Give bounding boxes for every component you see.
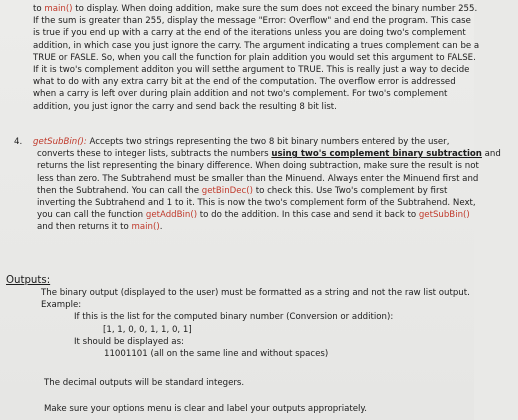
text-line: Example: (41, 300, 82, 311)
function-name-main-2: main() (131, 222, 160, 233)
text-line: If this is the list for the computed binary number (Conversion or addition): (74, 312, 394, 323)
text-line: TRUE or FASLE. So, when you call the function for plain addition you would set this argument to FALSE. (33, 52, 476, 63)
text-line: returns the list representing the binary difference. When doing subtraction, make sure the result is not (37, 161, 479, 172)
function-name-getaddbin: getAddBin() (145, 210, 198, 221)
outputs-heading: Outputs: (6, 275, 51, 286)
text-line: It should be displayed as: (74, 336, 184, 347)
menu-note: Make sure your options menu is clear and label your outputs appropriately. (44, 404, 367, 414)
text-line: when a carry is left over during plain addition and not two's complement. For two's complement (33, 89, 448, 100)
text-line: then the Subtrahend. You can call the getBinDec() to check this. Use Two's complement by first (37, 185, 448, 196)
text-line: The binary output (displayed to the user) must be formatted as a string and not the raw list output. (41, 288, 470, 298)
text-line: is true if you end up with a carry at the end of the iterations unless you are doing two's complement (33, 28, 466, 39)
text-line: less than zero. The Subtrahend must be smaller than the Minuend. Always enter the Minuend first and (37, 173, 479, 184)
text-line: If the sum is greater than 255, display the message "Error: Overflow" and end the program. This case (33, 16, 471, 27)
text-line: 4. getSubBin(): Accepts two strings representing the two 8 bit binary numbers entered by the user, (14, 137, 450, 147)
text-line: what to do with any extra carry bit at the end of the computation. The overflow error is addressed (33, 77, 456, 88)
function-name-getbindec: getBinDec() (201, 185, 253, 196)
function-name-getsubbin-2: getSubBin() (418, 210, 470, 221)
text-line: and then returns it to main(). (37, 222, 163, 233)
list-example: [1, 1, 0, 0, 1, 1, 0, 1] (103, 324, 192, 335)
overflow-paragraph (0, 3, 480, 113)
display-example: 11001101 (all on the same line and without spaces) (104, 349, 329, 360)
text-line: to main() to display. When doing addition, make sure the sum does not exceed the binary number 255. (33, 4, 478, 14)
outputs-section (0, 274, 474, 360)
text-line: addition, you just ignor the carry and send back the resulting 8 bit list. (33, 101, 337, 112)
text-line: addition, in which case you just ignore the carry. The argument indicating a trues complement can be a (33, 40, 480, 51)
emphasis-twos-complement: using two's complement binary subtraction (271, 149, 482, 160)
text-line: converts these to integer lists, subtracts the numbers using two's complement binary subtraction and (37, 149, 501, 160)
text-line: If it is two's complement additon you will setthe argument to TRUE. This is really just a way to decide (33, 65, 470, 76)
function-name-main: main() (44, 4, 73, 14)
decimal-note: The decimal outputs will be standard integers. (44, 378, 245, 388)
text-line: you can call the function getAddBin() to do the addition. In this case and send it back to getSubBin() (37, 210, 470, 221)
text-line: inverting the Subtrahend and 1 to it. This is now the two's complement form of the Subtrahend. Next, (37, 198, 476, 209)
item-4-getsubbin (0, 136, 501, 234)
list-number: 4. (14, 137, 23, 147)
function-name-getsubbin: getSubBin(): (33, 137, 87, 147)
